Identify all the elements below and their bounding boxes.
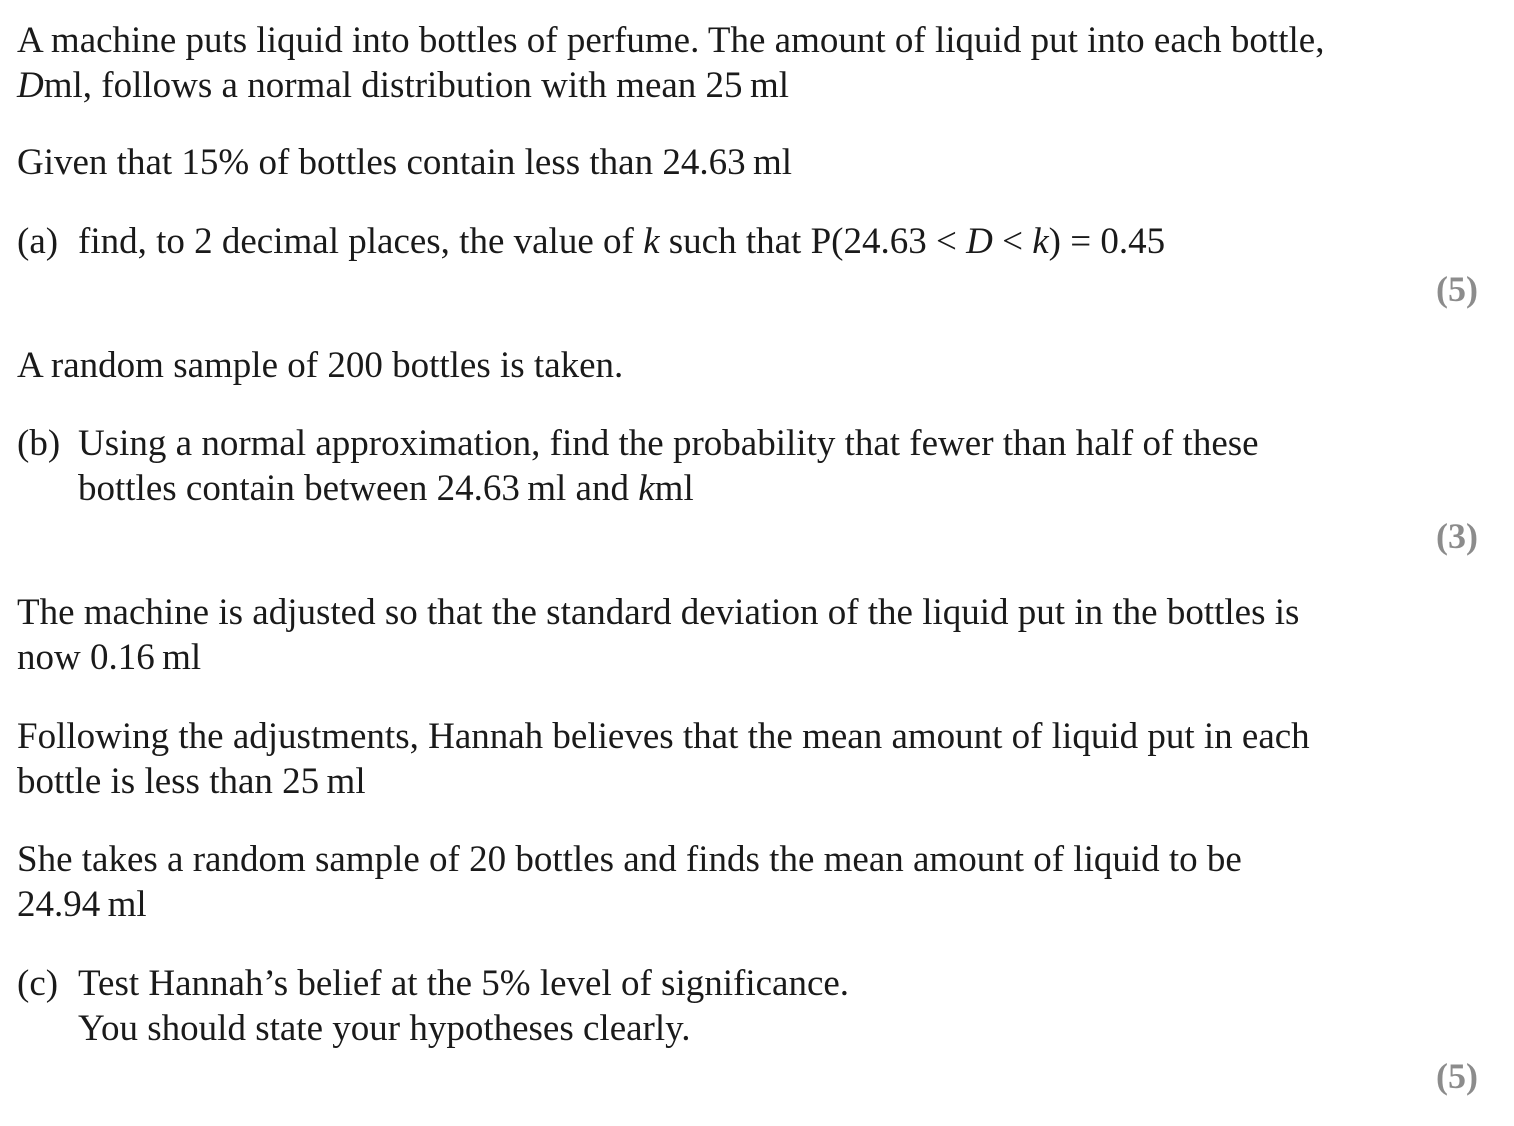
- variable-k: k: [638, 468, 655, 509]
- part-c-marks: (5): [1436, 1056, 1478, 1096]
- part-a-marks: (5): [1436, 269, 1478, 309]
- second-sample-line-1: She takes a random sample of 20 bottles and finds the mean amount of liquid to be: [17, 839, 1242, 880]
- adjustment-line-2: now 0.16 ml: [17, 637, 202, 678]
- belief-line-2: bottle is less than 25 ml: [17, 761, 366, 802]
- part-b-question: [17, 421, 1259, 511]
- given-statement: Given that 15% of bottles contain less than 24.63 ml: [17, 142, 793, 183]
- part-a-label: (a): [17, 221, 59, 262]
- part-a-text-3: <: [992, 221, 1033, 262]
- part-b-line-2-text: bottles contain between 24.63 ml and: [78, 468, 639, 509]
- intro-line-2: ml, follows a normal distribution with mean 25 ml: [43, 65, 790, 106]
- part-b-line-1: Using a normal approximation, find the probability that fewer than half of these: [78, 423, 1259, 464]
- second-sample-line-2: 24.94 ml: [17, 884, 147, 925]
- variable-k: k: [1032, 221, 1049, 262]
- part-b-line-2: [17, 466, 1259, 511]
- variable-k: k: [643, 221, 660, 262]
- part-a-text-2: such that P(24.63 <: [659, 221, 967, 262]
- intro-line-1: A machine puts liquid into bottles of perfume. The amount of liquid put into each bottle,: [17, 20, 1325, 61]
- intro-paragraph: [17, 18, 1324, 108]
- belief-line-1: Following the adjustments, Hannah believes that the mean amount of liquid put in each: [17, 716, 1310, 757]
- sample-statement: A random sample of 200 bottles is taken.: [17, 345, 624, 386]
- belief-paragraph: [17, 714, 1310, 804]
- part-b-marks: (3): [1436, 516, 1478, 556]
- part-b-label: (b): [17, 423, 61, 464]
- second-sample-paragraph: [17, 837, 1242, 927]
- variable-d: D: [17, 65, 44, 106]
- part-a-text-1: find, to 2 decimal places, the value of: [78, 221, 644, 262]
- part-c-line-2: You should state your hypotheses clearly.: [78, 1008, 691, 1049]
- part-c-question: [17, 961, 849, 1051]
- part-a-question: [17, 219, 1165, 264]
- part-c-label: (c): [17, 963, 59, 1004]
- adjustment-line-1: The machine is adjusted so that the standard deviation of the liquid put in the bottles is: [17, 592, 1300, 633]
- variable-d: D: [966, 221, 993, 262]
- part-b-line-2-unit: ml: [654, 468, 694, 509]
- adjustment-paragraph: [17, 590, 1299, 680]
- part-a-text-4: ) = 0.45: [1048, 221, 1166, 262]
- part-c-line-1: Test Hannah’s belief at the 5% level of significance.: [78, 963, 850, 1004]
